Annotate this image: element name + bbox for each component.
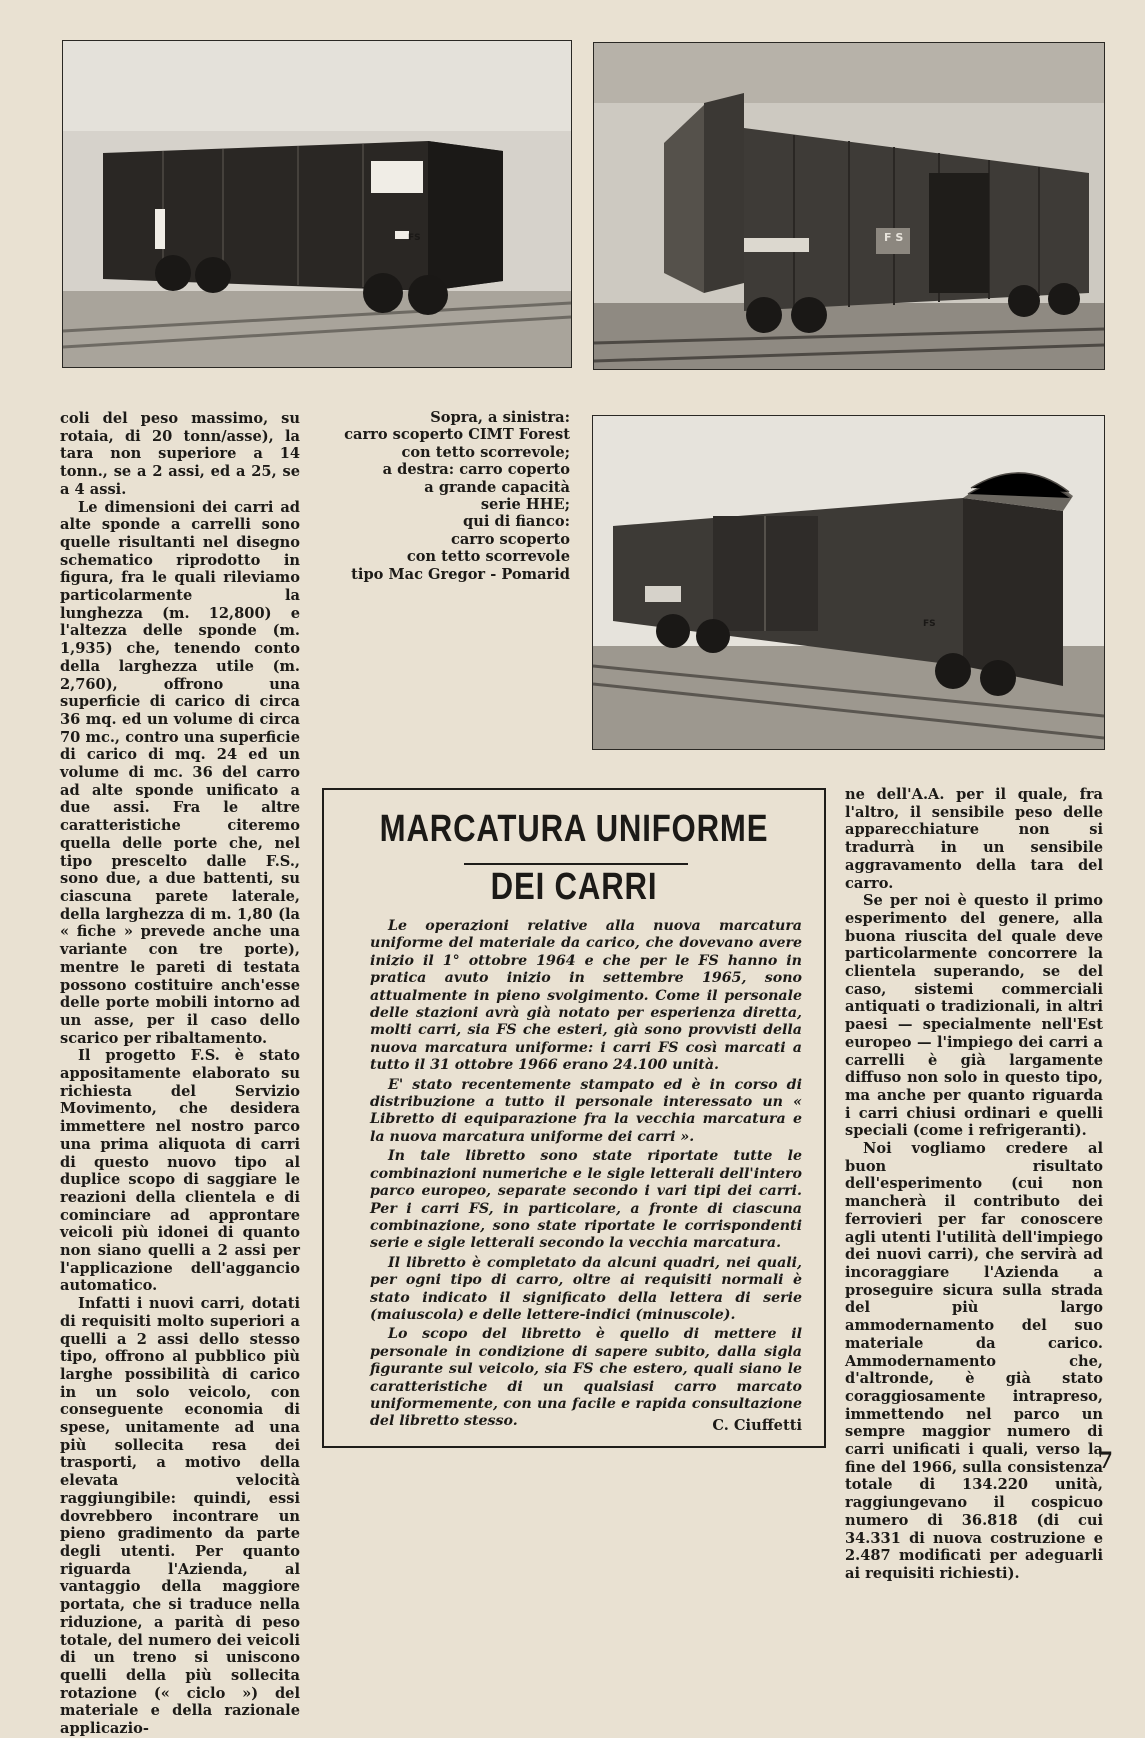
caption-line: serie HHE; xyxy=(480,496,570,514)
left-paragraph: Il progetto F.S. è stato appositamente elaborato su richiesta del Servizio Movimento, che desidera immettere nel nostro parco una prima aliquota di carri di questo nuovo tipo al duplice scopo di saggiare le reazioni della clientela e di cominciare ad approntare veicoli più idonei di quanto non siano quelli a 2 assi per l'applicazione dell'aggancio automatico. xyxy=(60,1047,300,1295)
caption-line: con tetto scorrevole; xyxy=(401,443,570,461)
box-paragraph: In tale libretto sono state riportate tutte le combinazioni numeriche e le sigle letterali dell'intero parco europeo, separate secondo i vari tipi dei carri. Per i carri FS, in particolare, a fronte di ciascuna combinazione, sono state riportate le corrispondenti serie e sigle letterali secondo la vecchia marcatura. xyxy=(370,1148,802,1252)
photo-caption xyxy=(340,409,570,583)
marcatura-box xyxy=(322,788,826,1448)
caption-line: tipo Mac Gregor - Pomarid xyxy=(351,565,570,583)
caption-line: Sopra, a sinistra: xyxy=(430,409,570,426)
photo-mac-gregor-wagon xyxy=(592,415,1105,750)
caption-line: a grande capacità xyxy=(424,478,570,496)
box-paragraph: Il libretto è completato da alcuni quadri, nei quali, per ogni tipo di carro, oltre ai requisiti normali è stato indicato il significato della lettera di serie (maiuscola) e delle lettere-indici (minuscole). xyxy=(370,1254,802,1323)
caption-line: qui di fianco: xyxy=(463,513,570,531)
box-paragraph: Lo scopo del libretto è quello di mettere il personale in condizione di sapere subito, dalla sigla figurante sul veicolo, sia FS che estero, quali siano le caratteristiche di un qualsiasi carro marcato uniformemente, con una facile e rapida consultazione del libretto stesso. xyxy=(370,1326,802,1430)
wagon-fs-logo: F S xyxy=(884,231,904,244)
box-title-line1: MARCATURA UNIFORME xyxy=(379,808,769,850)
title-divider xyxy=(464,863,688,865)
box-paragraph: Le operazioni relative alla nuova marcatura uniforme del materiale da carico, che dovevano avere inizio il 1° ottobre 1964 e che per le FS hanno in pratica avuto inizio in settembre 1965, sono attualmente in pieno svolgimento. Come il personale delle stazioni avrà già notato per esperienza diretta, molti carri, sia FS che esteri, già sono provvisti della nuova marcatura uniforme: i carri FS così marcati a tutto il 31 ottobre 1966 erano 24.100 unità. xyxy=(370,918,802,1074)
caption-line: a destra: carro coperto xyxy=(382,461,570,479)
caption-line: con tetto scorrevole xyxy=(406,548,570,566)
author-signature: C. Ciuffetti xyxy=(712,1417,802,1434)
wagon-fs-plate: FS xyxy=(923,619,936,629)
right-column xyxy=(845,786,1103,1583)
photo-covered-wagon xyxy=(593,42,1105,370)
right-paragraph: ne dell'A.A. per il quale, fra l'altro, il sensibile peso delle apparecchiature non si tradurrà in un sensibile aggravamento della tara del carro. xyxy=(845,786,1103,892)
right-paragraph: Noi vogliamo credere al buon risultato dell'esperimento (cui non mancherà il contributo dei ferrovieri per far conoscere agli utenti l'utilità dell'impiego dei nuovi carri), che servirà ad incoraggiare l'Azienda a proseguire sicura sulla strada del più largo ammodernamento del suo materiale da carico. Ammodernamento che, d'altronde, è già stato coraggiosamente intrapreso, immettendo nel parco un sempre maggior numero di carri unificati i quali, verso la fine del 1966, sulla consistenza totale di 134.220 unità, raggiungevano il cospicuo numero di 36.818 (di cui 34.331 di nuova costruzione e 2.487 modificati per adeguarli ai requisiti richiesti). xyxy=(845,1140,1103,1582)
caption-line: carro scoperto CIMT Forest xyxy=(344,426,570,444)
left-paragraph: Le dimensioni dei carri ad alte sponde a carrelli sono quelle risultanti nel disegno schematico riprodotto in figura, fra le quali rileviamo particolarmente la lunghezza (m. 12,800) e l'altezza delle sponde (m. 1,935) che, tenendo conto della larghezza utile (m. 2,760), offrono una superficie di carico di circa 36 mq. ed un volume di circa 70 mc., contro una superficie di carico di mq. 24 ed un volume di mc. 36 del carro ad alte sponde unificato a due assi. Fra le altre caratteristiche citeremo quella delle porte che, nel tipo prescelto dalle F.S., sono due, a due battenti, su ciascuna parete laterale, della larghezza di m. 1,80 (la « fiche » prevede anche una variante con tre porte), mentre le pareti di testata possono costituire anch'esse delle porte mobili intorno ad un asse, per il caso dello scarico per ribaltamento. xyxy=(60,498,300,1047)
box-title-line2: DEI CARRI xyxy=(490,866,658,908)
wagon-fs-mark: FS xyxy=(408,233,421,243)
box-paragraph: E' stato recentemente stampato ed è in corso di distribuzione a tutto il personale interessato un « Libretto di equiparazione fra la vecchia marcatura e la nuova marcatura uniforme dei carri ». xyxy=(370,1076,802,1145)
left-column xyxy=(60,410,300,1738)
box-body xyxy=(370,918,802,1433)
right-paragraph: Se per noi è questo il primo esperimento del genere, alla buona riuscita del quale deve particolarmente concorrere la clientela superando, se del caso, sistemi commerciali antiquati o tradizionali, in altri paesi — specialmente nell'Est europeo — l'impiego dei carri a carrelli è già largamente diffuso non solo in questo tipo, ma anche per quanto riguarda i carri chiusi ordinari e quelli speciali (come i refrigeranti). xyxy=(845,892,1103,1140)
page-number: 7 xyxy=(1097,1448,1113,1474)
caption-line: carro scoperto xyxy=(450,530,570,548)
photo-open-wagon xyxy=(62,40,572,368)
left-paragraph: Infatti i nuovi carri, dotati di requisiti molto superiori a quelli a 2 assi dello stesso tipo, offrono al pubblico più larghe possibilità di carico in un solo veicolo, con conseguente economia di spese, unitamente ad una più sollecita resa dei trasporti, a motivo della elevata velocità raggiungibile: quindi, essi dovrebbero incontrare un pieno gradimento da parte degli utenti. Per quanto riguarda l'Azienda, al vantaggio della maggiore portata, che si traduce nella riduzione, a parità di peso totale, del numero dei veicoli di un treno si uniscono quelli della più sollecita rotazione (« ciclo ») del materiale e della razionale applicazio- xyxy=(60,1295,300,1738)
left-paragraph: coli del peso massimo, su rotaia, di 20 tonn/asse), la tara non superiore a 14 tonn., se a 2 assi, ed a 25, se a 4 assi. xyxy=(60,410,300,498)
